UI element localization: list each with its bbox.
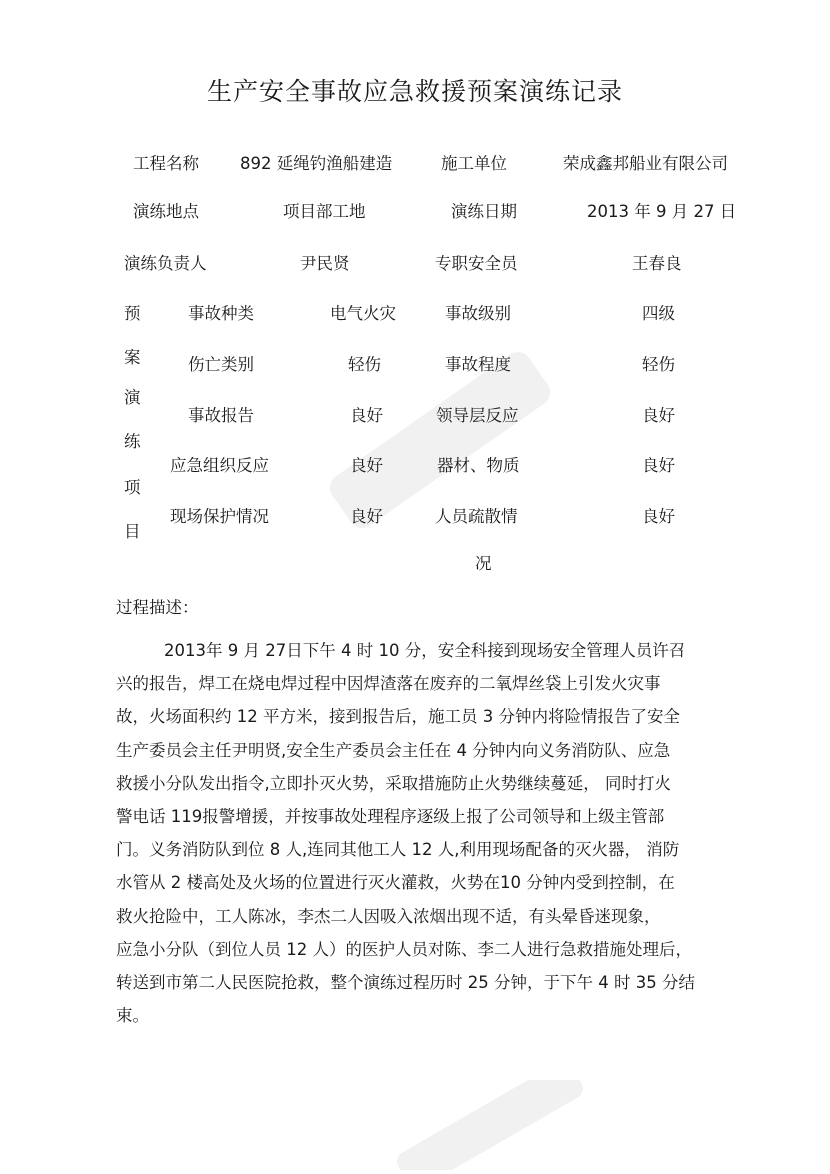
safety-officer-value: 王春良 [632, 254, 682, 273]
process-line: 兴的报告，焊工在烧电焊过程中因焊渣落在废弃的二氧焊丝袋上引发火灾事 [116, 674, 661, 694]
safety-officer-label: 专职安全员 [435, 254, 518, 273]
section-label-char: 目 [124, 522, 141, 541]
item-label: 事故报告 [188, 406, 254, 425]
process-line: 救援小分队发出指令,立即扑灭火势，采取措施防止火势继续蔓延， 同时打火 [116, 773, 671, 793]
date-label: 演练日期 [451, 202, 517, 221]
item-label-2: 人员疏散情 [435, 507, 518, 526]
process-line: 水管从 2 楼高处及火场的位置进行灭火灌救，火势在10 分钟内受到控制，在 [116, 873, 675, 893]
item-label-2: 器材、物质 [437, 456, 520, 475]
item-value: 良好 [350, 507, 383, 526]
item-label-2: 事故级别 [445, 304, 511, 323]
item-value-2: 良好 [642, 456, 675, 475]
item-value-2: 良好 [642, 507, 675, 526]
process-heading: 过程描述： [116, 598, 199, 617]
process-line: 故，火场面积约 12 平方米，接到报告后，施工员 3 分钟内将险情报告了安全 [116, 707, 680, 727]
section-label-char: 项 [124, 478, 141, 497]
section-label-char: 练 [124, 432, 141, 451]
item-label: 现场保护情况 [170, 507, 269, 526]
project-name-value: 892 延绳钓渔船建造 [240, 154, 393, 173]
process-line: 生产委员会主任尹明贤,安全生产委员会主任在 4 分钟内向义务消防队、应急 [116, 740, 671, 760]
item-value-2: 四级 [642, 304, 675, 323]
item-label: 事故种类 [188, 304, 254, 323]
project-name-label: 工程名称 [133, 154, 199, 173]
date-value: 2013 年 9 月 27 日 [587, 202, 737, 221]
leader-label: 演练负责人 [124, 254, 207, 273]
item-label: 应急组织反应 [170, 456, 269, 475]
item-value-2: 良好 [642, 406, 675, 425]
process-line: 救火抢险中，工人陈冰，李杰二人因吸入浓烟出现不适，有头晕昏迷现象， [116, 906, 661, 926]
item-value: 电气火灾 [330, 304, 396, 323]
process-line: 警电话 119报警增援，并按事故处理程序逐级上报了公司领导和上级主管部 [116, 806, 665, 826]
location-label: 演练地点 [133, 202, 199, 221]
process-line: 转送到市第二人民医院抢救，整个演练过程历时 25 分钟，于下午 4 时 35 分结 [116, 972, 695, 992]
section-label-char: 案 [124, 348, 141, 367]
process-line: 2013年 9 月 27日下午 4 时 10 分，安全科接到现场安全管理人员许召 [164, 641, 686, 660]
item-value-2: 轻伤 [642, 355, 675, 374]
leader-value: 尹民贤 [300, 254, 350, 273]
builder-label: 施工单位 [441, 154, 507, 173]
item-value: 良好 [350, 406, 383, 425]
page-title: 生产安全事故应急救援预案演练记录 [206, 77, 623, 106]
item-label-2-wrap: 况 [475, 554, 492, 573]
process-line: 门。义务消防队到位 8 人,连同其他工人 12 人,利用现场配备的灭火器， 消防 [116, 840, 680, 860]
builder-value: 荣成鑫邦船业有限公司 [563, 154, 728, 173]
location-value: 项目部工地 [283, 202, 366, 221]
section-label-char: 预 [124, 304, 141, 323]
process-paragraph [116, 634, 786, 1032]
item-value: 良好 [350, 456, 383, 475]
section-label-char: 演 [124, 388, 141, 407]
process-line: 束。 [116, 1006, 149, 1026]
item-label: 伤亡类别 [188, 355, 254, 374]
process-line: 应急小分队（到位人员 12 人）的医护人员对陈、李二人进行急救措施处理后， [116, 939, 692, 959]
item-label-2: 事故程度 [445, 355, 511, 374]
watermark-graphic-bottom [360, 1080, 620, 1170]
item-value: 轻伤 [348, 355, 381, 374]
item-label-2: 领导层反应 [436, 406, 519, 425]
